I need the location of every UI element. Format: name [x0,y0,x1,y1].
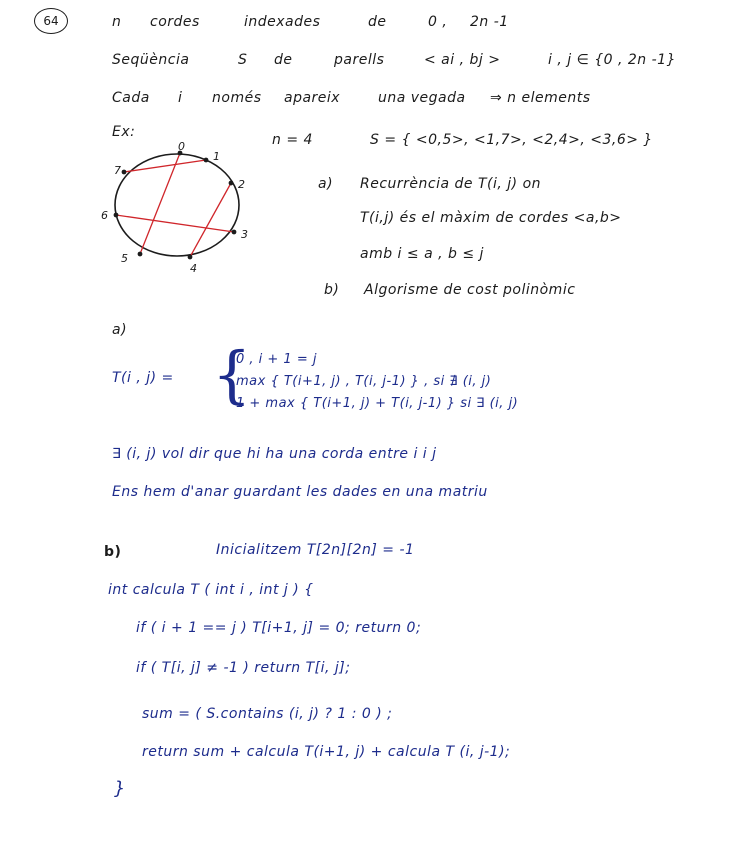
code-function-signature: int calcula T ( int i , int j ) { [108,582,314,598]
code-closing-brace: } [114,778,126,799]
example-label: Ex: [112,124,136,140]
line1-word-cordes: cordes [150,14,200,30]
question-b-label: b) [324,282,340,298]
line1-word-de: de [368,14,387,30]
point-label-5: 5 [121,252,128,265]
question-a-line1: Recurrència de T(i, j) on [360,176,542,192]
line3-word-una-vegada: una vegada [378,90,466,106]
problem-number: 64 [43,14,59,28]
point-5 [138,252,143,257]
line2-range: i , j ∈ {0 , 2n -1} [548,52,676,68]
question-a-label: a) [318,176,334,192]
code-return-line: return sum + calcula T(i+1, j) + calcula T (i, j-1); [142,744,511,760]
line2-word-s: S [238,52,248,68]
point-label-1: 1 [213,150,220,163]
line1-word-2n-1: 2n -1 [470,14,509,30]
answer-b-label: b) [104,544,122,560]
point-6 [114,213,119,218]
example-n-value: n = 4 [272,132,313,148]
point-1 [204,158,209,163]
line3-word-apareix: apareix [284,90,341,106]
question-a-line2: T(i,j) és el màxim de cordes <a,b> [360,210,622,226]
question-a-line3: amb i ≤ a , b ≤ j [360,246,484,262]
recurrence-case-base: 0 , i + 1 = j [236,352,317,367]
recurrence-case-no-chord: max { T(i+1, j) , T(i, j-1) } , si ∄ (i, j) [236,374,492,389]
line1-word-zero: 0 , [428,14,448,30]
answer-a-label: a) [112,322,128,338]
question-b-line: Algorisme de cost polinòmic [364,282,576,298]
point-label-7: 7 [114,164,121,177]
line1-word-indexades: indexades [244,14,321,30]
line2-word-de: de [274,52,293,68]
line2-pair: < ai , bj > [424,52,501,68]
note-store-matrix: Ens hem d'anar guardant les dades en una matriu [112,484,488,500]
point-4 [188,255,193,260]
chord-circle [115,154,239,256]
code-sum-line: sum = ( S.contains (i, j) ? 1 : 0 ) ; [142,706,393,722]
line3-word-nomes: només [212,90,262,106]
point-7 [122,170,127,175]
init-matrix: Inicialitzem T[2n][2n] = -1 [216,542,415,558]
note-exists-chord: ∃ (i, j) vol dir que hi ha una corda entre i i j [112,446,437,462]
code-memo-check: if ( T[i, j] ≠ -1 ) return T[i, j]; [136,660,351,676]
example-set: S = { <0,5>, <1,7>, <2,4>, <3,6> } [370,132,653,148]
chord-3-6 [116,215,234,232]
point-3 [232,230,237,235]
recurrence-lhs: T(i , j) = [112,370,174,386]
point-label-6: 6 [101,209,108,222]
point-2 [229,181,234,186]
line3-word-i: i [178,90,183,106]
line2-word-parells: parells [334,52,385,68]
point-label-3: 3 [241,228,248,241]
code-base-case: if ( i + 1 == j ) T[i+1, j] = 0; return 0; [136,620,422,636]
line3-word-cada: Cada [112,90,150,106]
line1-word-n: n [112,14,122,30]
point-label-0: 0 [178,140,185,153]
line2-word-sequencia: Seqüència [112,52,190,68]
line3-word-n-elements: ⇒ n elements [490,90,591,106]
recurrence-case-chord: 1 + max { T(i+1, j) + T(i, j-1) } si ∃ (i, j) [236,396,519,411]
point-label-2: 2 [238,178,245,191]
point-label-4: 4 [190,262,197,275]
recurrence-brace: { [212,338,252,411]
chord-2-4 [190,183,231,257]
